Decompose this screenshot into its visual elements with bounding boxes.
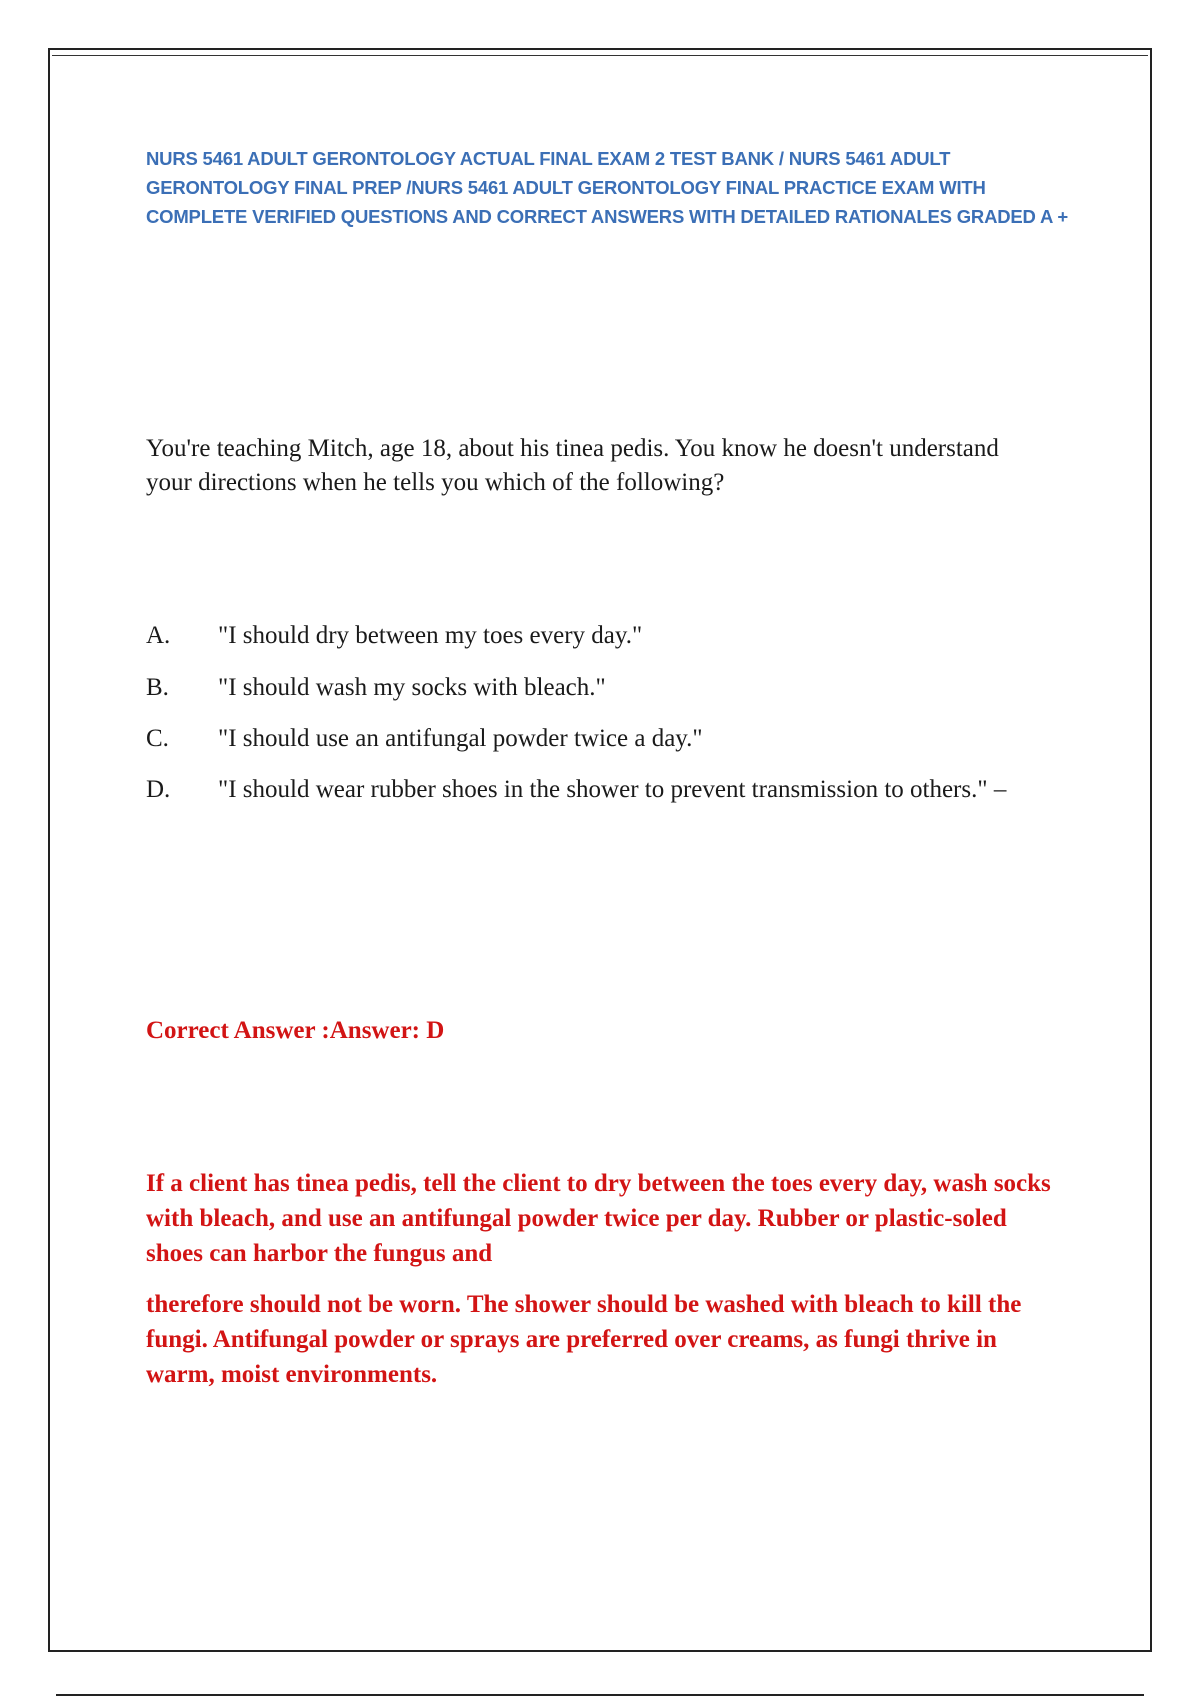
- option-c: [146, 721, 1026, 757]
- option-letter: A.: [146, 622, 171, 649]
- option-letter: D.: [146, 776, 171, 803]
- document-title: NURS 5461 ADULT GERONTOLOGY ACTUAL FINAL EXAM 2 TEST BANK / NURS 5461 ADULT GERONTOLOGY FINAL PREP /NURS 5461 ADULT GERONTOLOGY FINAL PRACTICE EXAM WITH COMPLETE VERIFIED QUESTIONS AND CORRECT ANSWERS WITH DETAILED RATIONALES GRADED A +: [146, 148, 1068, 227]
- question-text: You're teaching Mitch, age 18, about his tinea pedis. You know he doesn't understand your directions when he tells you which of the following?: [146, 435, 999, 496]
- rationale-paragraph-1: If a client has tinea pedis, tell the client to dry between the toes every day, wash socks with bleach, and use an antifungal powder twice per day. Rubber or plastic-soled shoes can harbor the fungus and: [146, 1170, 1051, 1267]
- option-letter: B.: [146, 674, 169, 701]
- option-letter: C.: [146, 725, 169, 752]
- rationale-paragraph-2: therefore should not be worn. The shower should be washed with bleach to kill the fungi. Antifungal powder or sprays are preferred over creams, as fungi thrive in warm, moist environments.: [146, 1291, 1022, 1388]
- option-d: [146, 772, 1026, 808]
- option-a: [146, 618, 1026, 654]
- correct-answer: Correct Answer :Answer: D: [146, 1017, 445, 1044]
- option-b: [146, 670, 1026, 706]
- page-border: [48, 48, 1152, 1652]
- option-text: "I should use an antifungal powder twice a day.": [218, 725, 703, 752]
- option-text: "I should dry between my toes every day.": [218, 622, 643, 649]
- option-text: "I should wash my socks with bleach.": [218, 674, 606, 701]
- page-bottom-rule: [56, 1694, 1144, 1696]
- page-top-rule: [52, 55, 1148, 56]
- option-text: "I should wear rubber shoes in the shower to prevent transmission to others." –: [218, 776, 1007, 803]
